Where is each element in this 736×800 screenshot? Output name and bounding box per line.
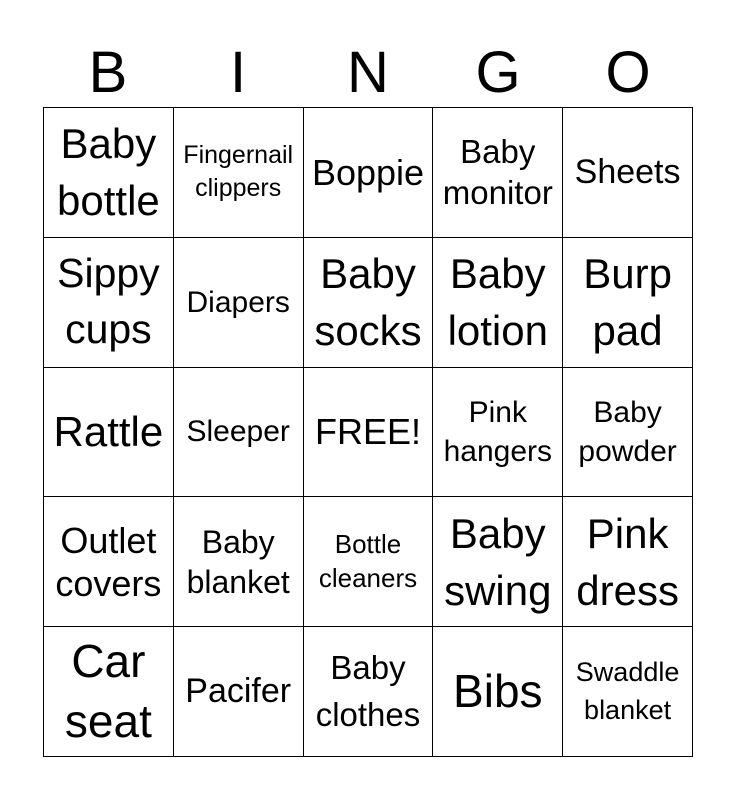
bingo-header [43,38,693,108]
cell-text: Burp pad [583,250,672,355]
bingo-cell [304,238,434,368]
cell-text: Baby blanket [186,523,290,600]
bingo-cell [174,497,304,627]
cell-text: Bottle cleaners [318,528,418,593]
cell-text: Car seat [64,634,152,747]
bingo-cell [563,238,693,368]
bingo-cell [304,368,434,498]
cell-text: Baby clothes [315,649,421,733]
header-letter-n: N [347,40,389,105]
cell-text: FREE! [314,411,421,453]
cell-text: Baby socks [314,250,422,355]
header-letter-i: I [229,40,247,105]
cell-text: Boppie [311,151,425,193]
bingo-cell [44,368,174,498]
cell-text: Baby lotion [447,250,548,355]
cell-text: Baby swing [444,509,552,614]
cell-text: Rattle [53,408,164,456]
bingo-cell [563,108,693,238]
cell-text: Pacifer [185,672,292,711]
bingo-cell [304,627,434,757]
cell-text: Baby powder [578,395,677,468]
bingo-cell [563,627,693,757]
bingo-cell [174,238,304,368]
header-letter-b: B [88,40,128,105]
cell-text: Pink hangers [443,395,552,468]
bingo-cell [563,368,693,498]
bingo-cell [174,368,304,498]
bingo-cell [433,108,563,238]
cell-text: Sheets [574,153,681,192]
bingo-cell [44,108,174,238]
bingo-cell [433,497,563,627]
cell-text: Diapers [186,285,290,319]
cell-text: Outlet covers [55,519,162,604]
bingo-card-grid [43,107,693,757]
cell-text: Baby bottle [57,120,160,225]
bingo-cell [433,627,563,757]
cell-text: Sleeper [186,415,290,449]
cell-text: Sippy cups [57,250,160,353]
cell-text: Bibs [453,664,543,717]
bingo-cell [44,238,174,368]
bingo-cell [174,108,304,238]
header-letter-g: G [475,40,521,105]
bingo-cell [174,627,304,757]
bingo-cell [304,108,434,238]
header-letter-o: O [605,40,651,105]
bingo-cell [563,497,693,627]
bingo-cell [44,627,174,757]
bingo-cell [44,497,174,627]
cell-text: Fingernail clippers [183,141,294,203]
bingo-cell [433,368,563,498]
bingo-cell [304,497,434,627]
bingo-cell [433,238,563,368]
cell-text: Pink dress [576,509,679,614]
cell-text: Swaddle blanket [575,656,680,725]
cell-text: Baby monitor [442,133,553,212]
